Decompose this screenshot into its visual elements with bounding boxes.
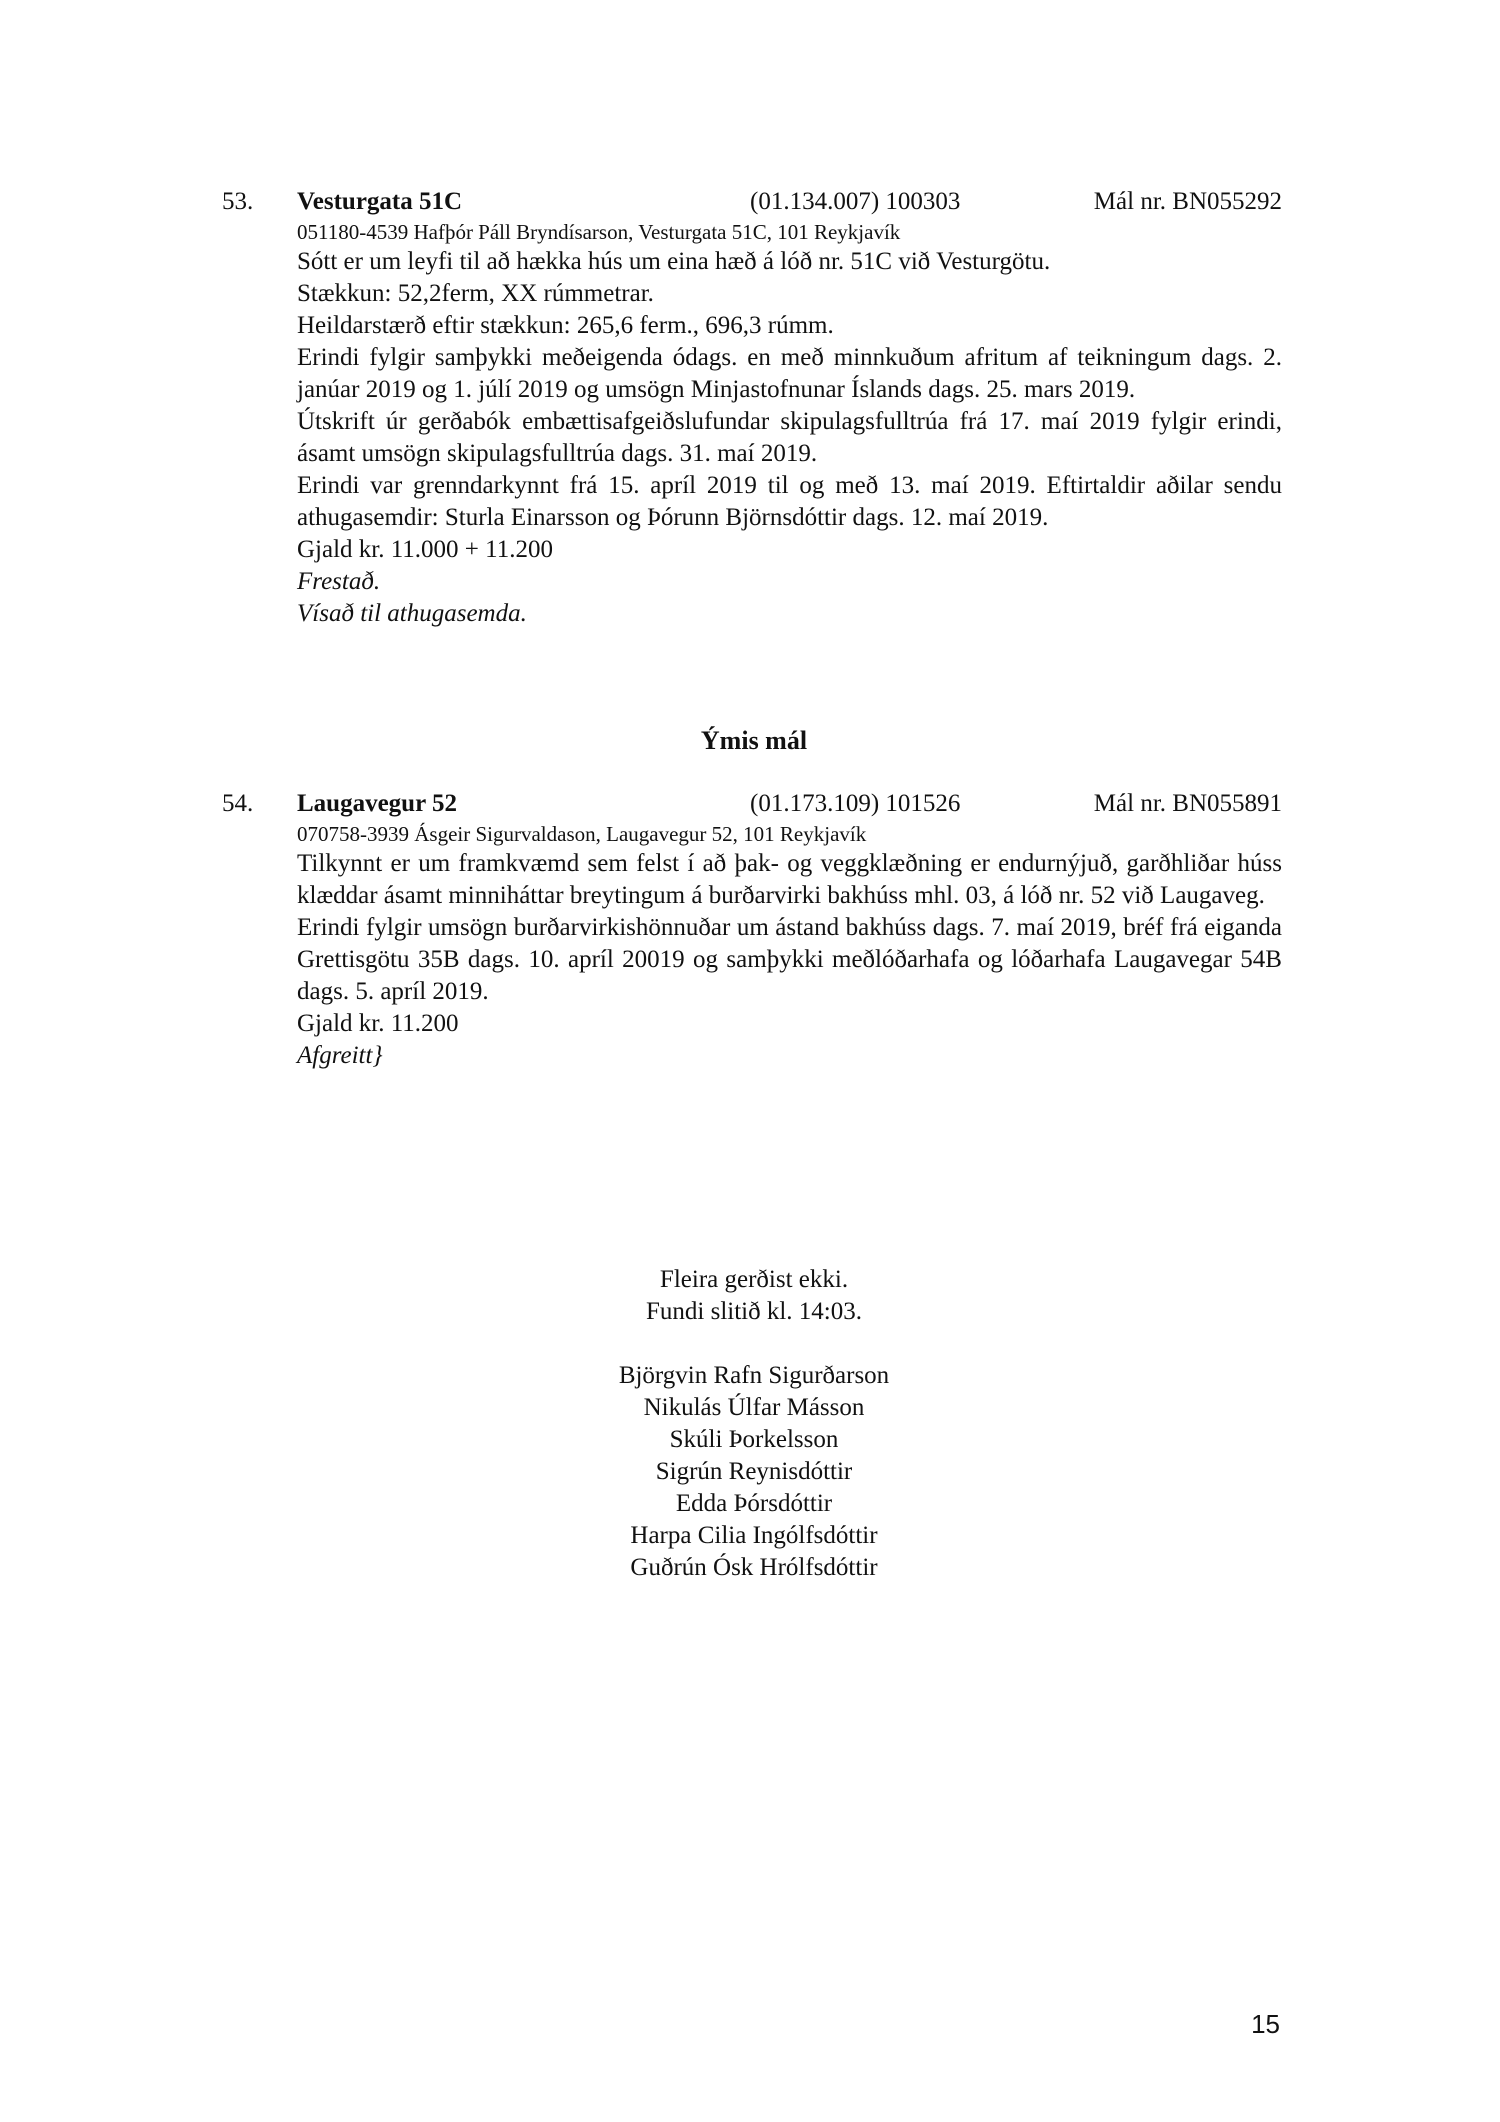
attendee-name: Harpa Cilia Ingólfsdóttir — [630, 1522, 878, 1549]
page-number: 15 — [1251, 2009, 1280, 2039]
attendee-name: Edda Þórsdóttir — [675, 1490, 833, 1517]
attendee-name: Nikulás Úlfar Másson — [643, 1394, 865, 1421]
case-address: Laugavegur 52 — [297, 790, 457, 817]
case-54 — [222, 788, 1282, 1072]
attendee-name: Björgvin Rafn Sigurðarson — [618, 1362, 890, 1389]
case-address: Vesturgata 51C — [297, 188, 463, 215]
case-text-line: Erindi fylgir umsögn burðarvirkishönnuðar um ástand bakhúss dags. 7. maí 2019, bréf frá eiganda Grettisgötu 35B dags. 10. apríl 20019 og samþykki meðlóðarhafa og lóðarhafa Laugavegar 54B dags. 5. apríl 2019. — [297, 914, 1282, 1005]
spacer — [8, 1328, 1500, 1360]
case-decision: Vísað til athugasemda. — [297, 600, 527, 627]
case-number: 53. — [222, 188, 254, 215]
case-decision: Afgreitt} — [297, 1042, 383, 1069]
section-title: Ýmis mál — [700, 726, 808, 755]
case-text-line: Gjald kr. 11.000 + 11.200 — [297, 536, 553, 563]
case-reference: (01.173.109) 101526 — [750, 790, 961, 817]
attendee-name: Guðrún Ósk Hrólfsdóttir — [630, 1554, 878, 1581]
case-applicant: 070758-3939 Ásgeir Sigurvaldason, Laugavegur 52, 101 Reykjavík — [297, 822, 867, 846]
attendee-name: Skúli Þorkelsson — [669, 1426, 839, 1453]
case-header — [222, 788, 1282, 820]
case-file-number: Mál nr. BN055891 — [1093, 790, 1282, 817]
closing-line: Fundi slitið kl. 14:03. — [645, 1298, 862, 1325]
case-text-line: Gjald kr. 11.200 — [297, 1010, 459, 1037]
attendee-name: Sigrún Reynisdóttir — [655, 1458, 853, 1485]
case-applicant: 051180-4539 Hafþór Páll Bryndísarson, Vesturgata 51C, 101 Reykjavík — [297, 220, 901, 244]
case-header — [222, 186, 1282, 218]
case-text-line: Tilkynnt er um framkvæmd sem felst í að þak- og veggklæðning er endurnýjuð, garðhliðar húss klæddar ásamt minniháttar breytingum á burðarvirki bakhúss mhl. 03, á lóð nr. 52 við Laugaveg. — [297, 850, 1282, 909]
case-53 — [222, 186, 1282, 630]
case-text-line: Erindi var grenndarkynnt frá 15. apríl 2019 til og með 13. maí 2019. Eftirtaldir aðilar sendu athugasemdir: Sturla Einarsson og Þórunn Björnsdóttir dags. 12. maí 2019. — [297, 472, 1282, 531]
case-reference: (01.134.007) 100303 — [750, 188, 961, 215]
case-text-line: Stækkun: 52,2ferm, XX rúmmetrar. — [297, 280, 654, 307]
closing-line: Fleira gerðist ekki. — [659, 1266, 849, 1293]
case-body — [297, 246, 1282, 630]
case-text-line: Sótt er um leyfi til að hækka hús um eina hæð á lóð nr. 51C við Vesturgötu. — [297, 248, 1051, 275]
case-number: 54. — [222, 790, 254, 817]
case-file-number: Mál nr. BN055292 — [1093, 188, 1282, 215]
closing-block — [0, 1264, 1500, 1584]
case-text-line: Heildarstærð eftir stækkun: 265,6 ferm., 696,3 rúmm. — [297, 312, 834, 339]
case-text-line: Erindi fylgir samþykki meðeigenda ódags. en með minnkuðum afritum af teikningum dags. 2. janúar 2019 og 1. júlí 2019 og umsögn Minjastofnunar Íslands dags. 25. mars 2019. — [297, 344, 1282, 403]
case-text-line: Útskrift úr gerðabók embættisafgeiðslufundar skipulagsfulltrúa frá 17. maí 2019 fylgir erindi, ásamt umsögn skipulagsfulltrúa dags. 31. maí 2019. — [297, 408, 1282, 467]
case-decision: Frestað. — [297, 568, 381, 595]
case-body — [297, 848, 1282, 1072]
